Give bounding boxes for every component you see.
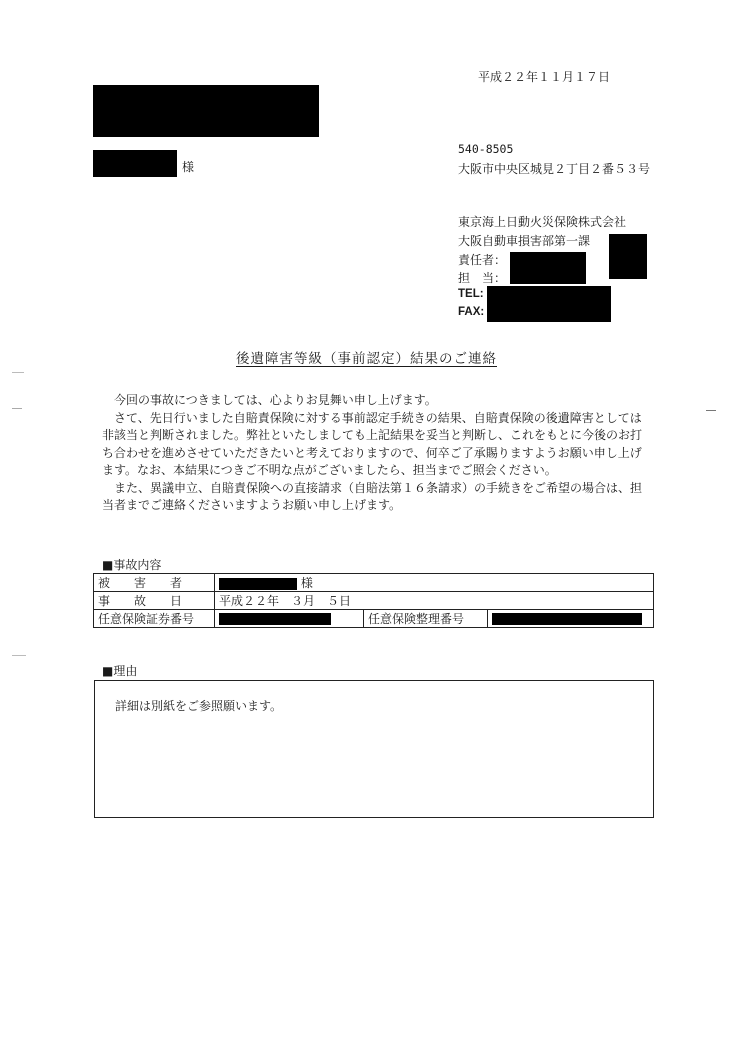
claim-number-label: 任意保険整理番号 bbox=[364, 610, 488, 628]
accident-date-value: 平成２２年 ３月 ５日 bbox=[215, 592, 654, 610]
sender-company: 東京海上日動火災保険株式会社 bbox=[458, 215, 627, 229]
redacted-recipient-company bbox=[93, 85, 319, 137]
body-paragraph-1: 今回の事故につきましては、心よりお見舞い申し上げます。 bbox=[114, 393, 437, 407]
reason-box bbox=[94, 680, 654, 818]
redacted-recipient-name bbox=[93, 150, 177, 177]
redacted-phone-fax bbox=[487, 286, 611, 322]
scan-mark bbox=[12, 408, 22, 409]
table-row bbox=[94, 574, 654, 592]
fax-label: FAX: bbox=[458, 306, 485, 318]
accident-date-label: 事 故 日 bbox=[94, 592, 215, 610]
sender-address: 大阪市中央区城見２丁目２番５３号 bbox=[458, 162, 651, 176]
accident-section-heading: ■事故内容 bbox=[102, 558, 162, 572]
table-row bbox=[94, 592, 654, 610]
policy-number-cell bbox=[215, 610, 364, 628]
redacted-policy-number bbox=[219, 613, 331, 625]
redacted-contact-name bbox=[510, 252, 586, 284]
policy-number-label: 任意保険証券番号 bbox=[94, 610, 215, 628]
scan-mark bbox=[12, 372, 24, 373]
manager-label: 責任者： bbox=[458, 253, 507, 267]
accident-details-table bbox=[93, 573, 654, 628]
victim-label: 被 害 者 bbox=[94, 574, 215, 592]
reason-text: 詳細は別紙をご参照願います。 bbox=[115, 699, 283, 713]
redacted-victim-name bbox=[219, 578, 297, 590]
scan-mark bbox=[12, 655, 26, 656]
body-paragraph-3: また、異議申立、自賠責保険への直接請求（自賠法第１６条請求）の手続きをご希望の場合は、担当者までご連絡くださいますようお願い申し上げます。 bbox=[102, 480, 643, 512]
redacted-claim-number bbox=[492, 613, 642, 625]
sender-department: 大阪自動車損害部第一課 bbox=[458, 234, 591, 248]
victim-honorific: 様 bbox=[300, 576, 313, 590]
sender-postal-code: 540-8505 bbox=[458, 142, 514, 156]
table-row bbox=[94, 610, 654, 628]
letter-body bbox=[102, 392, 647, 515]
scan-mark bbox=[706, 410, 716, 411]
claim-number-cell bbox=[488, 610, 654, 628]
reason-section-heading: ■理由 bbox=[102, 664, 138, 678]
recipient-honorific: 様 bbox=[182, 160, 195, 174]
body-paragraph-2: さて、先日行いました自賠責保険に対する事前認定手続きの結果、自賠責保険の後遺障害としては非該当と判断されました。弊社といたしましても上記結果を妥当と判断し、これをもとに今後のお打ち合わせを進めさせていただきたいと考えておりますので、何卒ご了承賜りますようお願い申し上げます。なお、本結果につきご不明な点がございましたら、担当までご照会ください。 bbox=[102, 410, 643, 477]
document-title: 後遺障害等級（事前認定）結果のご連絡 bbox=[236, 351, 497, 367]
tel-label: TEL: bbox=[458, 288, 484, 300]
contact-label: 担 当： bbox=[458, 271, 507, 285]
letter-date: 平成２２年１１月１７日 bbox=[478, 70, 611, 84]
victim-cell bbox=[215, 574, 654, 592]
redacted-stamp bbox=[609, 234, 647, 279]
